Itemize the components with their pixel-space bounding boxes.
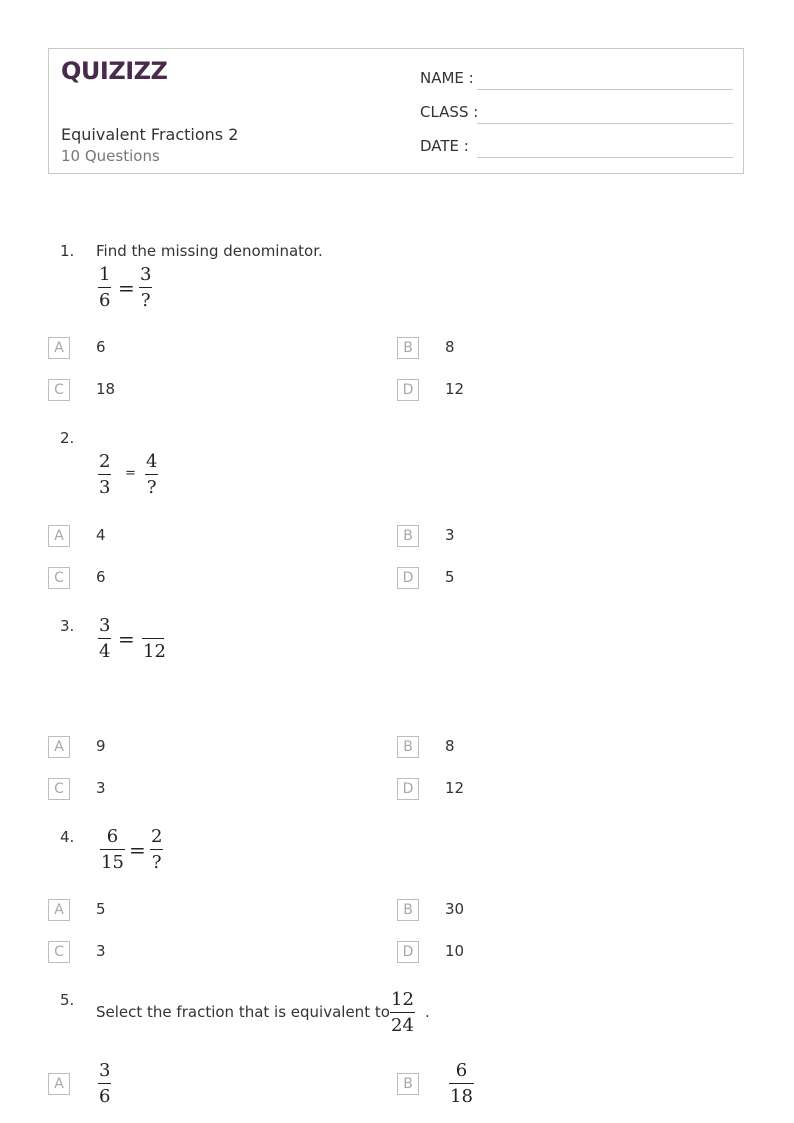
equals-sign: =	[118, 627, 135, 651]
numerator: 4	[146, 451, 158, 472]
option-a-box[interactable]: A	[48, 736, 70, 758]
option-b-box[interactable]: B	[397, 736, 419, 758]
option-c-box[interactable]: C	[48, 941, 70, 963]
option-b-text[interactable]: 3	[445, 526, 455, 544]
denominator: ?	[140, 290, 151, 311]
question-number: 5.	[60, 991, 75, 1009]
option-b-box[interactable]: B	[397, 1073, 419, 1095]
class-label: CLASS :	[420, 103, 479, 121]
name-label: NAME :	[420, 69, 474, 87]
question-text: Find the missing denominator.	[96, 242, 323, 260]
fraction-right	[145, 452, 158, 498]
quizizz-logo: QUIZIZZ	[61, 57, 168, 85]
numerator: 3	[140, 264, 152, 285]
option-b-text[interactable]: 8	[445, 737, 455, 755]
option-b-text[interactable]: 30	[445, 900, 465, 918]
option-a-text[interactable]: 4	[96, 526, 106, 544]
denominator: 12	[143, 641, 166, 662]
option-a-box[interactable]: A	[48, 337, 70, 359]
fraction-left	[98, 452, 111, 498]
option-b-box[interactable]: B	[397, 899, 419, 921]
denominator: 4	[99, 641, 111, 662]
option-c-box[interactable]: C	[48, 567, 70, 589]
option-c-text[interactable]: 18	[96, 380, 116, 398]
fraction-right	[150, 827, 163, 873]
fraction-right	[139, 265, 152, 311]
question-number: 4.	[60, 828, 75, 846]
class-field[interactable]	[477, 123, 733, 124]
denominator: 15	[101, 852, 124, 873]
denominator: ?	[146, 477, 157, 498]
date-label: DATE :	[420, 137, 469, 155]
option-a-box[interactable]: A	[48, 1073, 70, 1095]
option-c-text[interactable]: 3	[96, 779, 106, 797]
option-a-text[interactable]: 6	[96, 338, 106, 356]
denominator: ?	[151, 852, 162, 873]
target-fraction	[390, 990, 415, 1036]
option-b-fraction[interactable]	[449, 1061, 474, 1107]
option-d-text[interactable]: 12	[445, 779, 465, 797]
worksheet-title: Equivalent Fractions 2	[61, 125, 239, 144]
question-number: 3.	[60, 617, 75, 635]
option-d-box[interactable]: D	[397, 941, 419, 963]
name-field[interactable]	[477, 89, 733, 90]
fraction-left	[98, 616, 111, 662]
option-d-text[interactable]: 10	[445, 942, 465, 960]
denominator: 3	[99, 477, 111, 498]
equals-sign: =	[129, 838, 146, 862]
numerator: 2	[151, 826, 163, 847]
option-a-text[interactable]: 5	[96, 900, 106, 918]
equals-sign: =	[118, 276, 135, 300]
option-a-box[interactable]: A	[48, 899, 70, 921]
equals-sign: =	[125, 466, 136, 481]
option-c-text[interactable]: 3	[96, 942, 106, 960]
option-c-text[interactable]: 6	[96, 568, 106, 586]
numerator: 3	[99, 1060, 111, 1081]
question-number: 2.	[60, 429, 75, 447]
date-field[interactable]	[477, 157, 733, 158]
question-number: 1.	[60, 242, 75, 260]
numerator: 3	[99, 615, 111, 636]
option-a-fraction[interactable]	[98, 1061, 111, 1107]
option-d-box[interactable]: D	[397, 567, 419, 589]
numerator: 6	[106, 826, 119, 847]
numerator	[142, 616, 164, 638]
question-text: Select the fraction that is equivalent to	[96, 1003, 390, 1021]
option-b-text[interactable]: 8	[445, 338, 455, 356]
option-d-text[interactable]: 5	[445, 568, 455, 586]
denominator: 18	[450, 1086, 473, 1107]
trailing-period: .	[425, 1003, 430, 1021]
option-d-box[interactable]: D	[397, 379, 419, 401]
denominator: 6	[99, 290, 111, 311]
option-a-box[interactable]: A	[48, 525, 70, 547]
option-c-box[interactable]: C	[48, 778, 70, 800]
denominator: 6	[99, 1086, 111, 1107]
numerator: 12	[391, 989, 414, 1010]
option-d-box[interactable]: D	[397, 778, 419, 800]
option-b-box[interactable]: B	[397, 337, 419, 359]
numerator: 6	[455, 1060, 468, 1081]
numerator: 2	[99, 451, 111, 472]
worksheet-header	[48, 48, 744, 174]
fraction-left	[98, 265, 111, 311]
option-a-text[interactable]: 9	[96, 737, 106, 755]
question-count: 10 Questions	[61, 147, 160, 165]
fraction-left	[100, 827, 125, 873]
option-c-box[interactable]: C	[48, 379, 70, 401]
numerator: 1	[99, 264, 111, 285]
option-b-box[interactable]: B	[397, 525, 419, 547]
denominator: 24	[391, 1015, 414, 1036]
fraction-right	[142, 616, 164, 662]
option-d-text[interactable]: 12	[445, 380, 465, 398]
